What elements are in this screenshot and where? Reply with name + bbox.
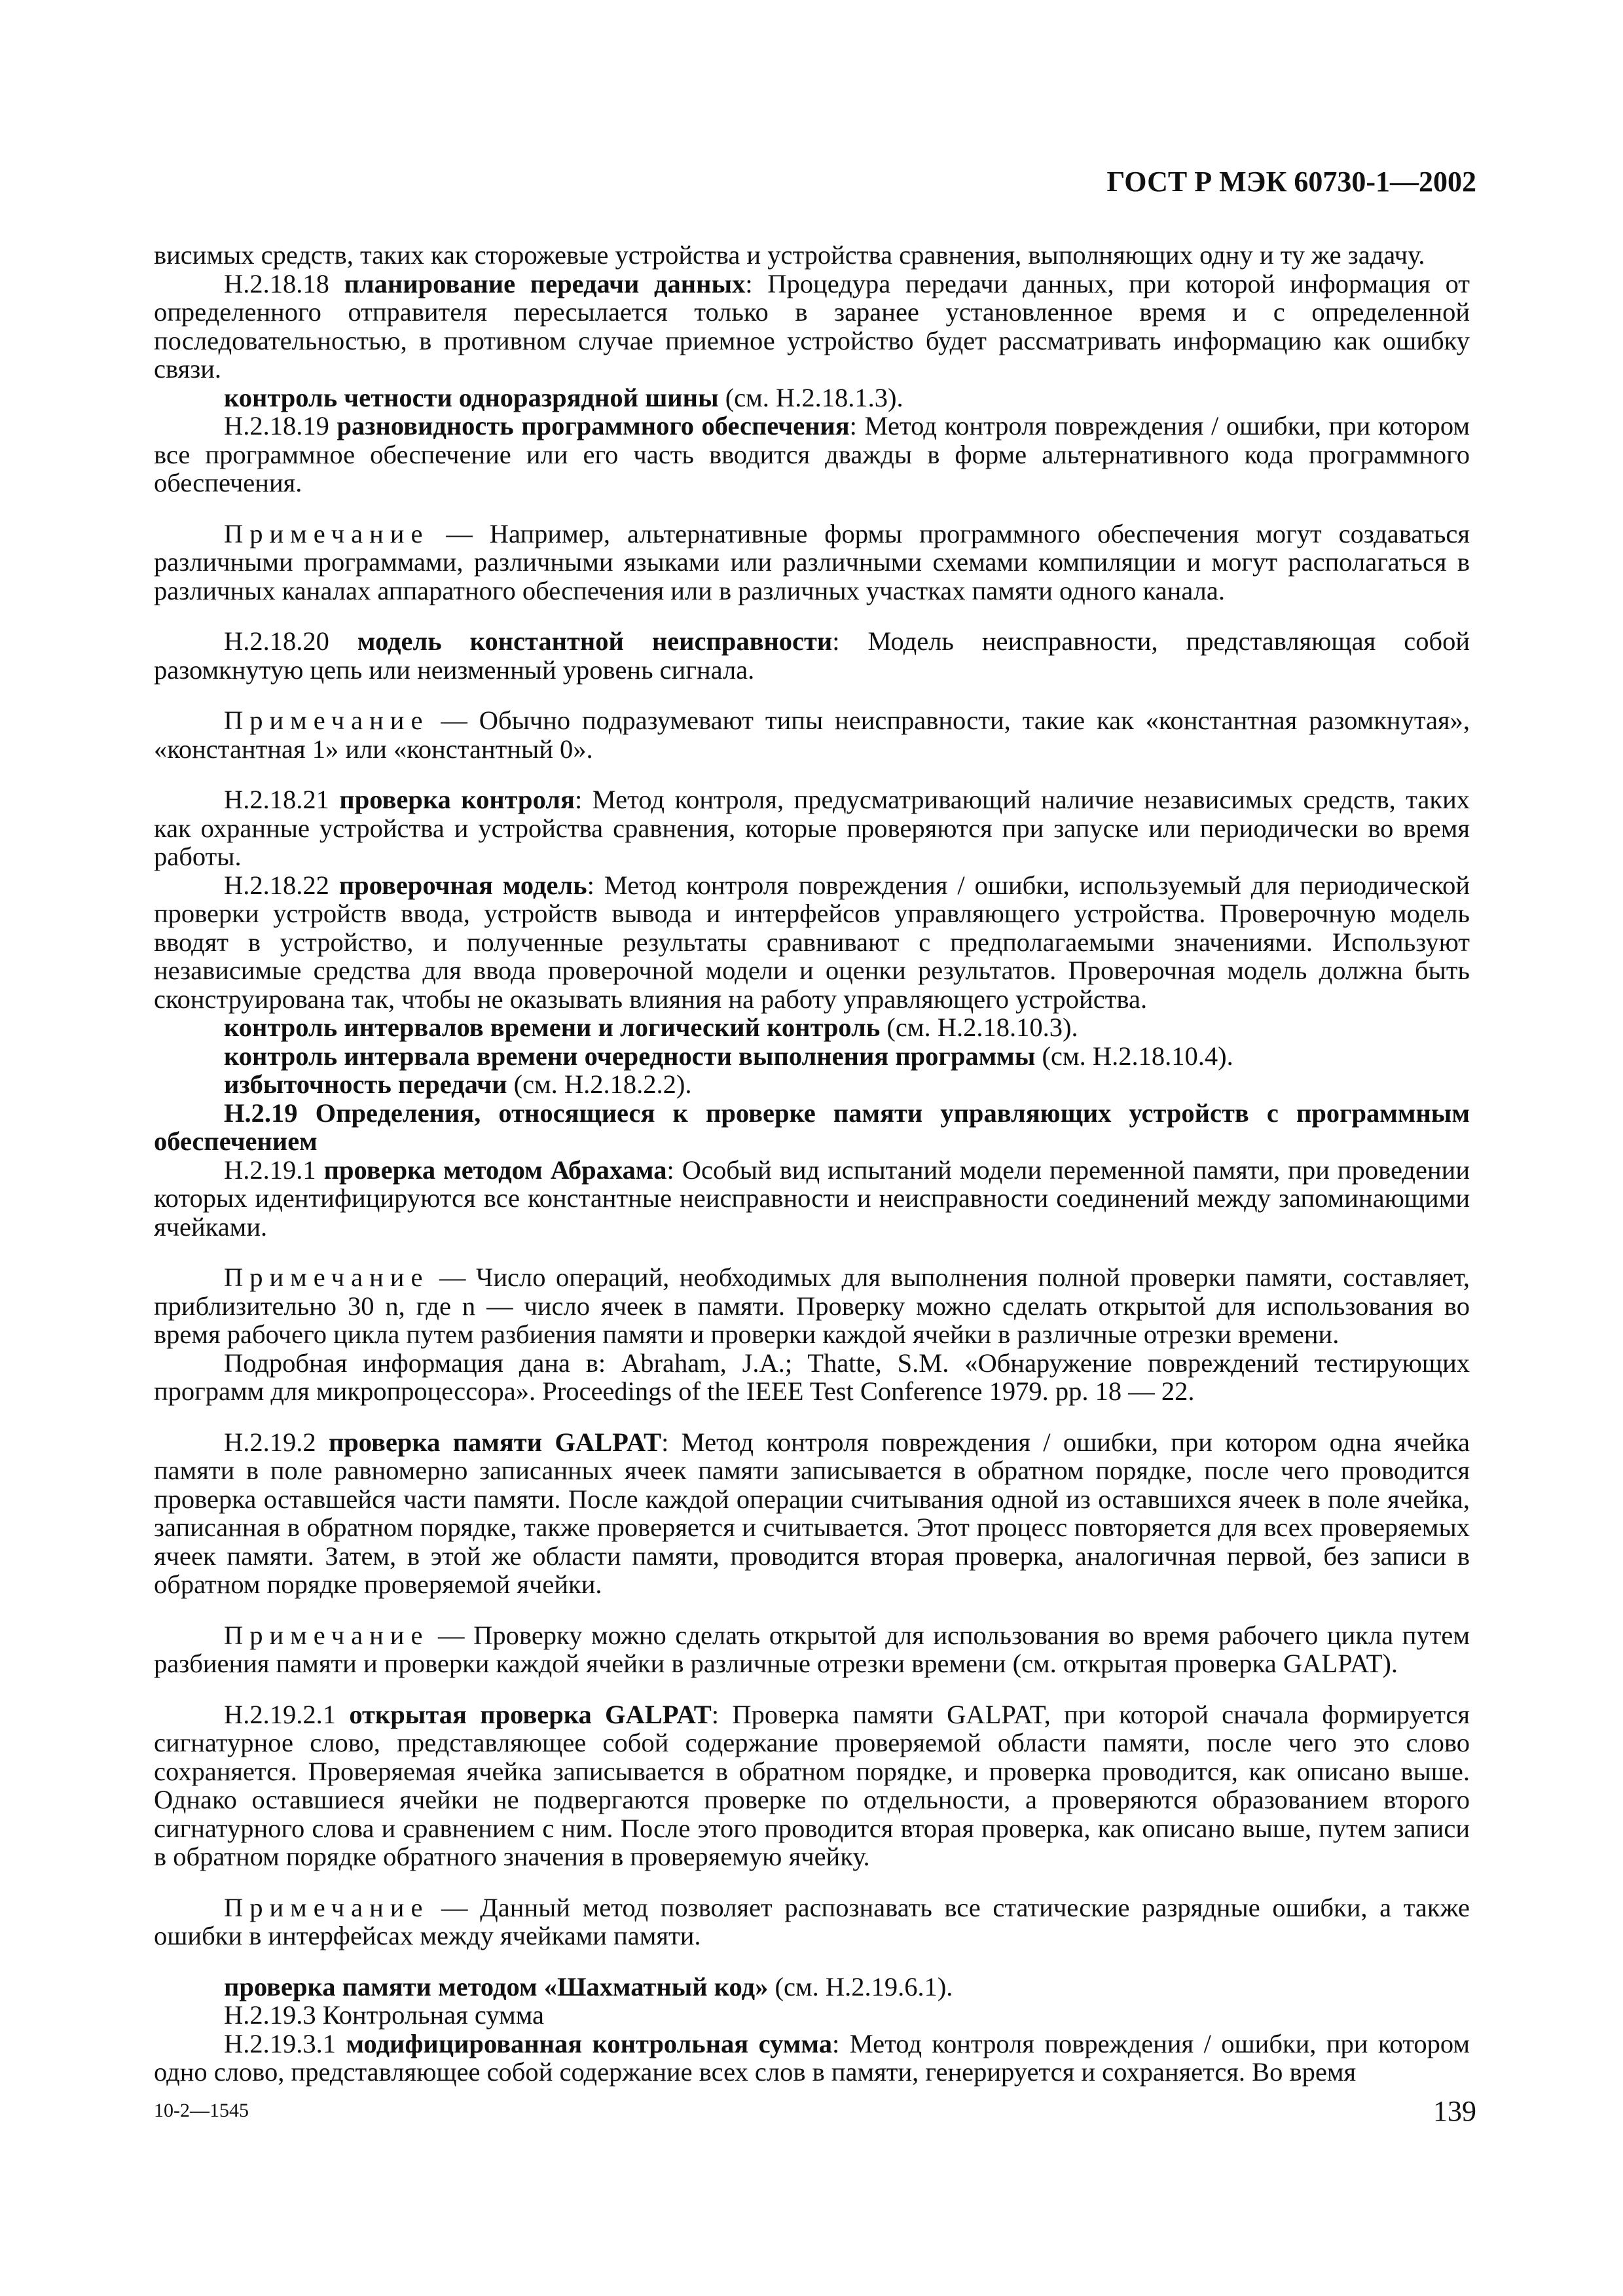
note-text: — Данный метод позволяет распознавать все статические разрядные ошибки, а также ошибки в интерфейсах между ячейками памяти. <box>154 1892 1470 1950</box>
subsection-heading <box>154 2001 1470 2030</box>
note-label: Примечание <box>224 1263 429 1292</box>
clause-number: Н.2.18.22 <box>224 870 329 900</box>
definition-text: : Метод контроля повреждения / ошибки, при котором одна ячейка памяти в поле равномерно записанных ячеек памяти записывается в обратном порядке, после чего проводится проверка оставшейся части памяти. После каждой операции считывания одной из оставшихся ячеек в поле ячейка, записанная в обратном порядке, также проверяется и считывается. Этот процесс повторяется для всех проверяемых ячеек памяти. Затем, в этой же области памяти, проводится вторая проверка, аналогичная первой, без записи в обратном порядке проверяемой ячейки. <box>154 1427 1470 1599</box>
note-text: — Например, альтернативные формы программного обеспечения могут создаваться различными программами, различными языками или различными схемами компиляции и могут располагаться в различных каналах аппаратного обеспечения или в различных участках памяти одного канала. <box>154 518 1470 605</box>
section-heading-text: Н.2.19 Определения, относящиеся к проверке памяти управляющих устройств с программным обеспечением <box>154 1098 1470 1156</box>
definition-paragraph <box>154 871 1470 1014</box>
definition-text: : Метод контроля повреждения / ошибки, при котором все программное обеспечение или его часть вводится дважды в форме альтернативного кода программного обеспечения. <box>154 411 1470 497</box>
clause-number: Н.2.18.19 <box>224 411 329 440</box>
definition-paragraph <box>154 1156 1470 1242</box>
note-text: — Проверку можно сделать открытой для использования во время рабочего цикла путем разбиения памяти и проверки каждой ячейки в различные отрезки времени (см. открытая проверка GALPAT). <box>154 1620 1470 1678</box>
reference-text: (см. Н.2.18.2.2). <box>507 1069 692 1099</box>
clause-number: Н.2.18.21 <box>224 785 329 814</box>
page-number: 139 <box>1433 2095 1476 2127</box>
definition-text: : Метод контроля повреждения / ошибки, при котором одно слово, представляющее собой содержание всех слов в памяти, генерируется и сохраняется. Во время <box>154 2028 1470 2087</box>
clause-number: Н.2.19.2 <box>224 1427 316 1457</box>
term: проверочная модель <box>338 870 587 900</box>
clause-number: Н.2.18.18 <box>224 268 329 298</box>
definition-paragraph <box>154 627 1470 684</box>
note-paragraph <box>154 1893 1470 1950</box>
section-heading <box>154 1099 1470 1156</box>
definition-paragraph <box>154 1428 1470 1599</box>
note-label: Примечание <box>224 1620 429 1650</box>
paragraph-text: висимых средств, таких как сторожевые устройства и устройства сравнения, выполняющих одну и ту же задачу. <box>154 240 1425 270</box>
term: контроль интервала времени очередности выполнения программы <box>224 1041 1036 1071</box>
clause-number: Н.2.19.3.1 <box>224 2028 336 2058</box>
reference-paragraph <box>154 1349 1470 1406</box>
clause-number: Н.2.18.20 <box>224 626 329 656</box>
term: модифицированная контрольная сумма <box>346 2028 832 2058</box>
term: модель константной неисправности <box>357 626 833 656</box>
reference-text: (см. Н.2.18.10.4). <box>1035 1041 1233 1071</box>
term: планирование передачи данных <box>344 268 746 298</box>
document-body <box>154 241 1470 2087</box>
reference-text: Подробная информация дана в: Abraham, J.A.; Thatte, S.M. «Обнаружение повреждений тестирующих программ для микропроцессора». Proceedings of the IEEE Test Conference 1979. pp. 18 — 22. <box>154 1348 1470 1406</box>
term: открытая проверка GALPAT <box>349 1699 712 1729</box>
definition-text: : Процедура передачи данных, при которой информация от определенного отправителя пересылается только в заранее установленное время и с определенной последовательностью, в противном случае приемное устройство будет рассматривать информацию как ошибку связи. <box>154 268 1470 384</box>
paragraph <box>154 241 1470 270</box>
cross-reference <box>154 1070 1470 1099</box>
subsection-heading-text: Н.2.19.3 Контрольная сумма <box>224 2000 545 2030</box>
cross-reference <box>154 1973 1470 2001</box>
cross-reference <box>154 1042 1470 1071</box>
definition-paragraph <box>154 2030 1470 2087</box>
definition-text: : Особый вид испытаний модели переменной памяти, при проведении которых идентифицируются все константные неисправности и неисправности соединений между запоминающими ячейками. <box>154 1155 1470 1242</box>
note-paragraph <box>154 520 1470 605</box>
term: избыточность передачи <box>224 1069 507 1099</box>
definition-paragraph <box>154 412 1470 497</box>
note-text: — Число операций, необходимых для выполнения полной проверки памяти, составляет, приблизительно 30 n, где n — число ячеек в памяти. Проверку можно сделать открытой для использования во время рабочего цикла путем разбиения памяти и проверки каждой ячейки в различные отрезки времени. <box>154 1263 1470 1349</box>
definition-paragraph <box>154 1700 1470 1871</box>
definition-text: : Проверка памяти GALPAT, при которой сначала формируется сигнатурное слово, представляющее собой содержание проверяемой области памяти, после чего это слово сохраняется. Проверяемая ячейка записывается в обратном порядке, и проверка проводится, как описано выше. Однако оставшиеся ячейки не подвергаются проверке по отдельности, а проверяются образованием второго сигнатурного слова и сравнением с ним. После этого проводится вторая проверка, как описано выше, путем записи в обратном порядке обратного значения в проверяемую ячейку. <box>154 1699 1470 1871</box>
note-label: Примечание <box>224 706 429 735</box>
footer-code: 10-2—1545 <box>154 2100 249 2121</box>
term: разновидность программного обеспечения <box>337 411 850 440</box>
definition-paragraph <box>154 270 1470 384</box>
definition-text: : Метод контроля повреждения / ошибки, используемый для периодической проверки устройств ввода, устройств вывода и интерфейсов управляющего устройства. Проверочную модель вводят в устройство, и полученные результаты сравнивают с предполагаемыми значениями. Используют независимые средства для ввода проверочной модели и оценки результатов. Проверочная модель должна быть сконструирована так, чтобы не оказывать влияния на работу управляющего устройства. <box>154 870 1470 1014</box>
definition-paragraph <box>154 785 1470 871</box>
note-label: Примечание <box>224 1892 429 1922</box>
clause-number: Н.2.19.1 <box>224 1155 316 1185</box>
reference-text: (см. Н.2.19.6.1). <box>768 1971 953 2001</box>
note-text: — Обычно подразумевают типы неисправности, такие как «константная разомкнутая», «константная 1» или «константный 0». <box>154 706 1470 764</box>
note-paragraph <box>154 1263 1470 1349</box>
cross-reference <box>154 384 1470 412</box>
term: проверка памяти GALPAT <box>328 1427 662 1457</box>
note-label: Примечание <box>224 518 429 548</box>
definition-text: : Модель неисправности, представляющая собой разомкнутую цепь или неизменный уровень сигнала. <box>154 626 1470 685</box>
term: проверка методом Абрахама <box>323 1155 667 1185</box>
definition-text: : Метод контроля, предусматривающий наличие независимых средств, таких как охранные устройства и устройства сравнения, которые проверяются при запуске или периодически во время работы. <box>154 785 1470 871</box>
term: контроль четности одноразрядной шины <box>224 382 719 412</box>
term: проверка памяти методом «Шахматный код» <box>224 1971 769 2001</box>
cross-reference <box>154 1013 1470 1042</box>
term: контроль интервалов времени и логический контроль <box>224 1013 881 1042</box>
reference-text: (см. Н.2.18.10.3). <box>880 1013 1078 1042</box>
note-paragraph <box>154 1621 1470 1678</box>
note-paragraph <box>154 706 1470 763</box>
term: проверка контроля <box>339 785 575 814</box>
reference-text: (см. Н.2.18.1.3). <box>718 382 903 412</box>
document-header: ГОСТ Р МЭК 60730-1—2002 <box>1106 166 1476 198</box>
clause-number: Н.2.19.2.1 <box>224 1699 336 1729</box>
